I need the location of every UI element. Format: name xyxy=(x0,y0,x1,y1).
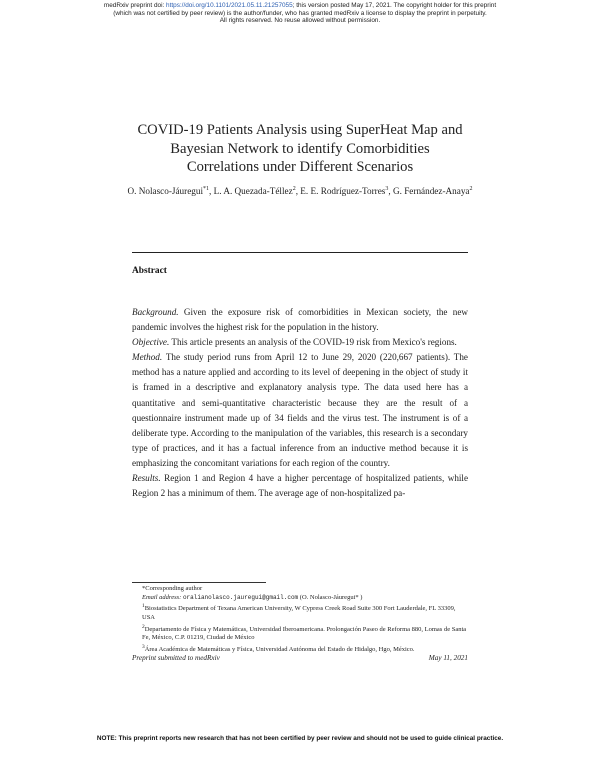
abstract-results xyxy=(132,471,468,501)
footnote-1-marker: 1 xyxy=(142,603,145,610)
footnote-1 xyxy=(132,602,468,622)
footnote-3-marker: 3 xyxy=(142,643,145,650)
banner-line-1 xyxy=(0,2,600,10)
preprint-banner xyxy=(0,2,600,25)
banner-line-3: All rights reserved. No reuse allowed without permission. xyxy=(219,17,381,25)
author-2: L. A. Quezada-Téllez xyxy=(213,186,293,197)
email-label: Email address: xyxy=(142,593,182,601)
author-3-affiliation: 3 xyxy=(385,186,389,192)
footer-date: May 11, 2021 xyxy=(428,654,468,662)
footnote-2-text: Departamento de Física y Matemáticas, Universidad Iberoamericana. Prolongación Paseo de Reforma 880, Lomas de Santa Fe, México, C.P. 01219, Ciudad de México xyxy=(142,625,467,642)
background-text: Given the exposure risk of comorbidities in Mexican society, the new pandemic involves the highest risk for the population in the history. xyxy=(132,307,469,333)
banner-doi-prefix: medRxiv preprint doi: xyxy=(103,2,167,9)
abstract-body xyxy=(132,305,468,501)
footnote-corresponding: *Corresponding author xyxy=(142,585,203,592)
doi-link[interactable]: https://doi.org/10.1101/2021.05.11.21257055 xyxy=(166,2,293,9)
title-line-2: Bayesian Network to identify Comorbidities xyxy=(170,140,430,157)
author-1: O. Nolasco-Jáuregui xyxy=(127,186,204,197)
email-owner: (O. Nolasco-Jáuregui* ) xyxy=(299,593,363,601)
background-label: Background. xyxy=(132,307,179,317)
abstract-top-rule xyxy=(132,252,468,253)
author-1-affiliation: *1 xyxy=(203,186,210,192)
method-label: Method. xyxy=(132,352,163,363)
email-address[interactable]: oralianolasco.jauregui@gmail.com xyxy=(182,593,299,601)
footnote-3-text: Área Académica de Matemáticas y Física, Universidad Autónoma del Estado de Hidalgo, Hgo, México. xyxy=(144,646,415,654)
footnotes xyxy=(132,585,468,655)
footnote-2-marker: 2 xyxy=(142,623,145,630)
banner-copyright-text: ; this version posted May 17, 2021. The copyright holder for this preprint xyxy=(292,2,497,9)
author-list: O. Nolasco-Jáuregui$^{*1}$, L. A. Quezada-Téllez$^2$, E. E. Rodríguez-Torres$^3$, G. Fernández-Anaya$^2$ xyxy=(127,186,473,197)
author-3: E. E. Rodríguez-Torres xyxy=(300,186,386,197)
title-line-1: COVID-19 Patients Analysis using SuperHeat Map and xyxy=(137,122,463,138)
footnote-2 xyxy=(132,623,468,643)
results-label: Results. xyxy=(132,473,161,484)
author-4: G. Fernández-Anaya xyxy=(392,186,470,197)
author-4-affiliation: 2 xyxy=(469,186,473,192)
footnote-3 xyxy=(132,643,468,655)
method-text: The study period runs from April 12 to June 29, 2020 (220,667 patients). The method has a nature applied and according to its level of deepening in the object of study it is framed in a descriptive and explanatory analysis type. The data used here has a quantitative and semi-quantitative characteristic because they are the result of a questionnaire instrument made up of 34 fields and the virus test. The instrument is of a deliberate type. According to the manipulation of the variables, this research is a secondary type of practices, and it has a factual inference from an inductive method because it is emphasizing the concomitant variations for each region of the country. xyxy=(132,352,468,468)
paper-title xyxy=(0,121,600,177)
author-2-affiliation: 2 xyxy=(292,186,296,192)
peer-review-notice: NOTE: This preprint reports new research that has not been certified by peer review and should not be used to guide clinical practice. xyxy=(96,735,504,742)
footnote-1-text: Biostatistics Department of Texana American University, W Cypress Creek Road Suite 300 Fort Lauderdale, FL 33309, USA xyxy=(142,605,456,621)
objective-text: This article presents an analysis of the COVID-19 risk from Mexico's regions. xyxy=(171,337,457,348)
results-text: Region 1 and Region 4 have a higher percentage of hospitalized patients, while Region 2 has a minimum of them. The average age of non-hospitalized pa- xyxy=(132,473,469,499)
title-line-3: Correlations under Different Scenarios xyxy=(186,159,414,175)
footnote-email xyxy=(132,594,468,603)
footnote-rule xyxy=(132,582,266,583)
abstract-heading: Abstract xyxy=(132,266,167,276)
abstract-method xyxy=(132,350,468,471)
footer-submission: Preprint submitted to medRxiv xyxy=(132,654,220,662)
abstract-objective xyxy=(132,335,468,350)
abstract-background xyxy=(132,305,468,335)
banner-line-2: (which was not certified by peer review) is the author/funder, who has granted medRxiv a license to display the preprint in perpetuity. xyxy=(113,9,487,17)
objective-label: Objective. xyxy=(132,337,170,348)
